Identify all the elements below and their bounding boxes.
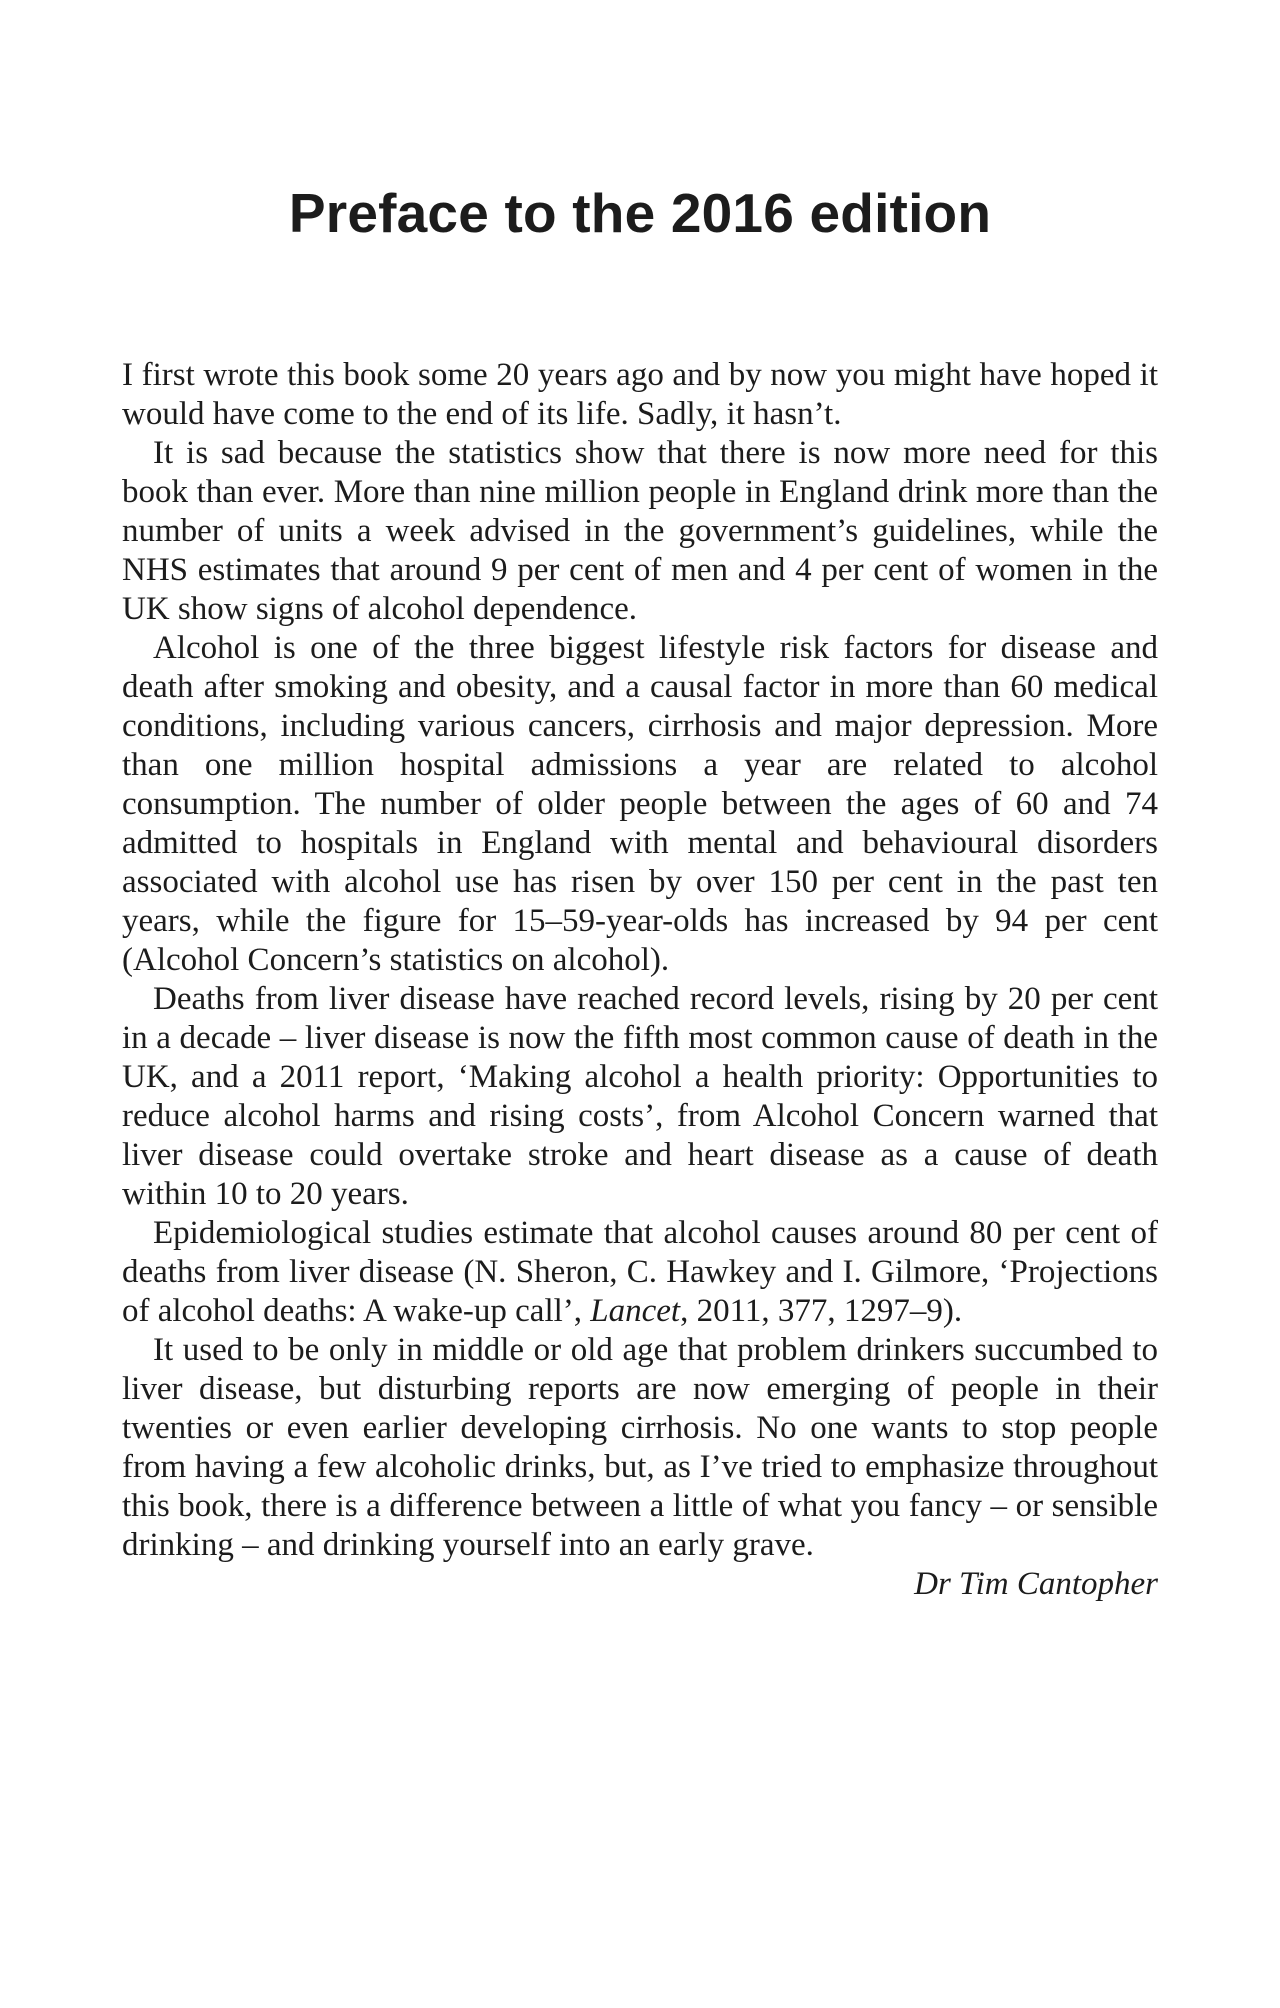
paragraph-4: Deaths from liver disease have reached record levels, rising by 20 per cent in a decade – liver disease is now the fifth most common cause of death in the UK, and a 2011 report, ‘Making alcohol a health priority: Opportunities to reduce alcohol harms and rising costs’, from Alcohol Concern warned that liver disease could overtake stroke and heart disease as a cause of death within 10 to 20 years. <box>122 981 1158 1212</box>
journal-name: Lancet <box>590 1293 681 1329</box>
paragraph-2: It is sad because the statistics show that there is now more need for this book than ever. More than nine million people in England drink more than the number of units a week advised in the government’s guidelines, while the NHS estimates that around 9 per cent of men and 4 per cent of women in the UK show signs of alcohol dependence. <box>122 435 1158 627</box>
paragraph-6: It used to be only in middle or old age that problem drinkers succumbed to liver disease, but disturbing reports are now emerging of people in their twenties or even earlier developing cirrhosis. No one wants to stop people from having a few alcoholic drinks, but, as I’ve tried to emphasize throughout this book, there is a difference between a little of what you fancy – or sensible drinking – and drinking yourself into an early grave. <box>122 1332 1158 1563</box>
page-title: Preface to the 2016 edition <box>288 182 992 244</box>
author-signature: Dr Tim Cantopher <box>914 1566 1158 1602</box>
paragraph-5-text-before: Epidemiological studies estimate that alcohol causes around 80 per cent of deaths from liver disease (N. Sheron, C. Hawkey and I. Gilmore, ‘Projections of alcohol deaths: A wake-up call’, <box>122 1215 1158 1329</box>
paragraph-5 <box>122 1214 1158 1331</box>
paragraph-1: I first wrote this book some 20 years ago and by now you might have hoped it would have come to the end of its life. Sadly, it hasn’t. <box>122 357 1158 432</box>
paragraph-3: Alcohol is one of the three biggest lifestyle risk factors for disease and death after smoking and obesity, and a causal factor in more than 60 medical conditions, including various cancers, cirrhosis and major depression. More than one million hospital admissions a year are related to alcohol consumption. The number of older people between the ages of 60 and 74 admitted to hospitals in England with mental and behavioural disorders associated with alcohol use has risen by over 150 per cent in the past ten years, while the figure for 15–59-year-olds has increased by 94 per cent (Alcohol Concern’s statistics on alcohol). <box>122 630 1158 978</box>
preface-body <box>122 356 1158 1604</box>
paragraph-5-text-after: , 2011, 377, 1297–9). <box>680 1293 963 1329</box>
